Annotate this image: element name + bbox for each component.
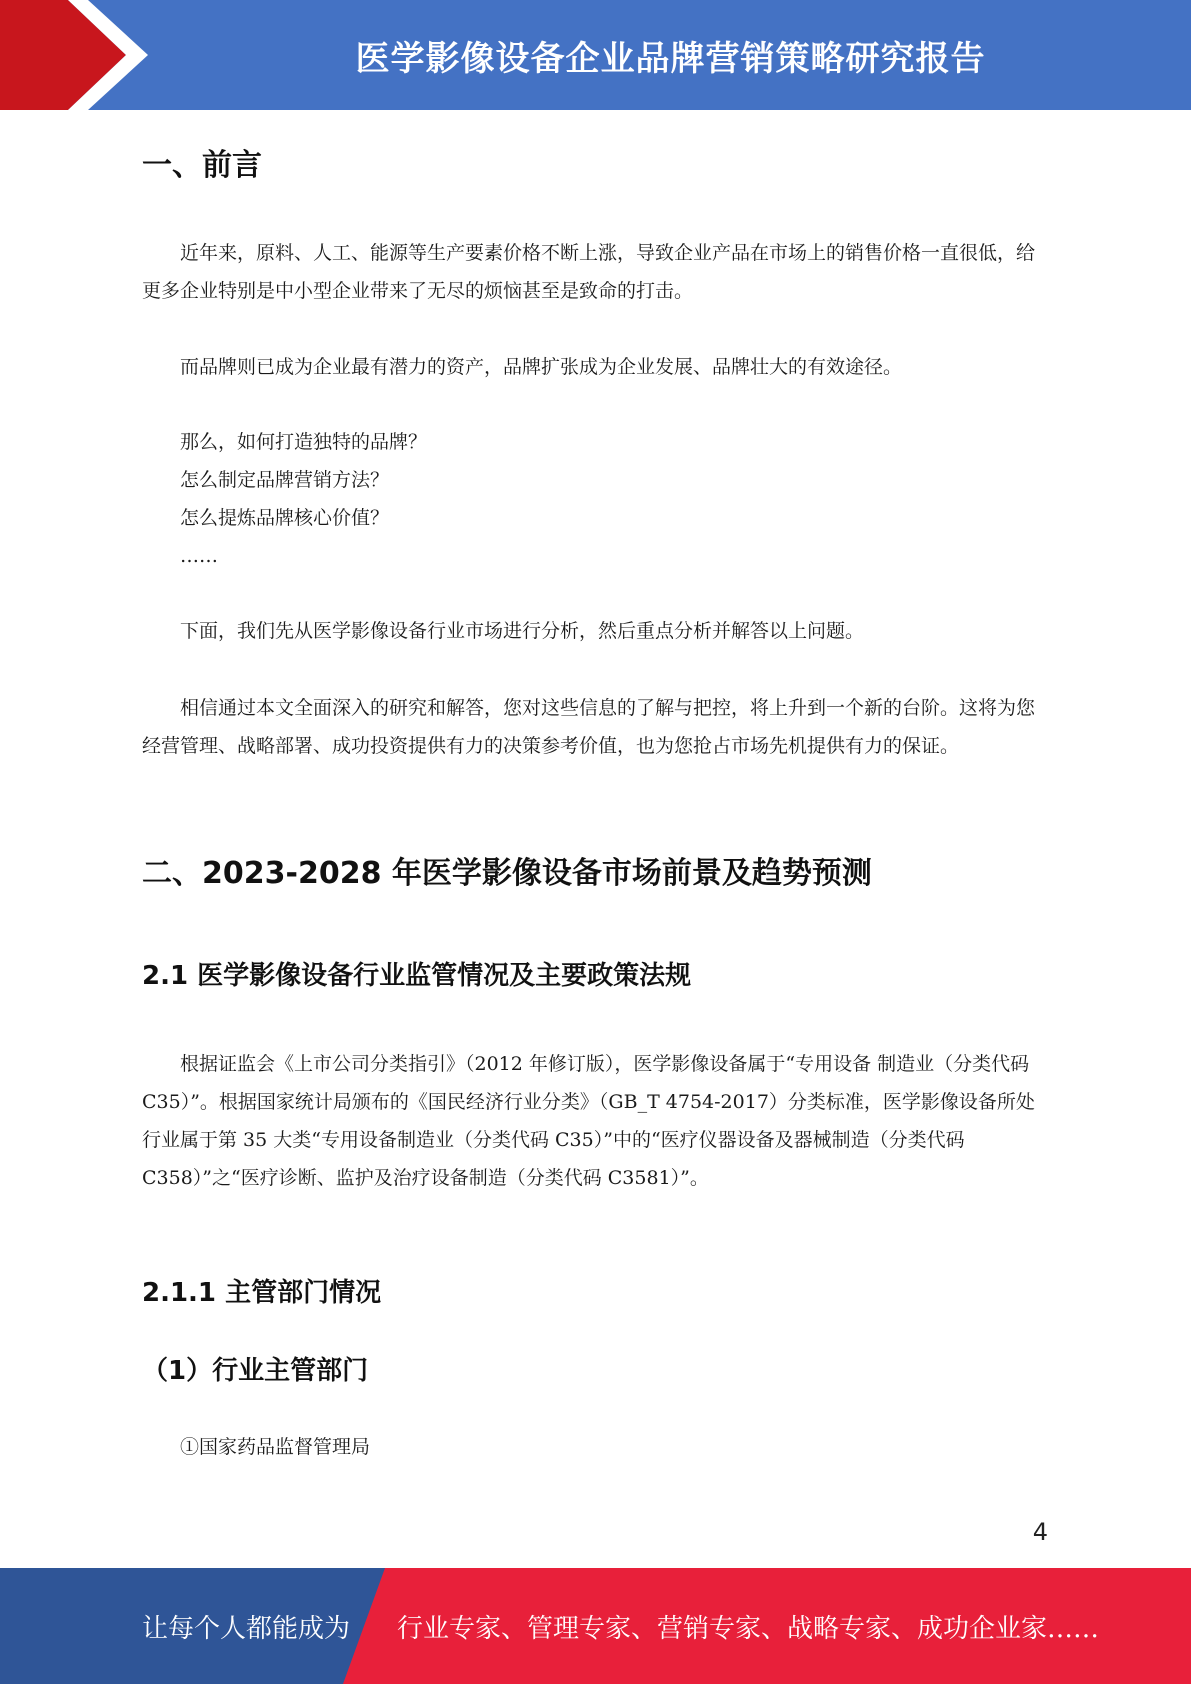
paragraph-text: 近年来，原料、人工、能源等生产要素价格不断上涨，导致企业产品在市场上的销售价格一直很低，给更多企业特别是中小型企业带来了无尽的烦恼甚至是致命的打击。 (142, 242, 1036, 302)
question-item: …… (180, 545, 218, 567)
footer-slogan-right: 行业专家、管理专家、营销专家、战略专家、成功企业家…… (397, 1613, 1100, 1644)
list-item: ①国家药品监督管理局 (180, 1436, 371, 1458)
paragraph-4 (142, 689, 1052, 765)
paragraph-text: 而品牌则已成为企业最有潜力的资产，品牌扩张成为企业发展、品牌壮大的有效途径。 (180, 356, 903, 378)
authority-item (142, 1428, 1052, 1466)
section-heading-market: 二、2023-2028 年医学影像设备市场前景及趋势预测 (142, 856, 872, 891)
question-item: 怎么提炼品牌核心价值？ (180, 507, 390, 529)
question-item: 那么，如何打造独特的品牌？ (180, 431, 428, 453)
footer-slogan-left: 让每个人都能成为 (142, 1613, 351, 1644)
question-list (142, 423, 1052, 575)
subsection-heading: （1）行业主管部门 (142, 1356, 369, 1386)
subsection-authorities (142, 1272, 1052, 1309)
paragraph-3 (142, 612, 1052, 650)
paragraph-text: 下面，我们先从医学影像设备行业市场进行分析，然后重点分析并解答以上问题。 (180, 620, 865, 642)
section-preface (142, 140, 1052, 184)
paragraph-1 (142, 234, 1052, 310)
question-item: 怎么制定品牌营销方法？ (180, 469, 390, 491)
section-heading-preface: 一、前言 (142, 148, 262, 183)
footer-banner (0, 1568, 1191, 1684)
paragraph-text: 相信通过本文全面深入的研究和解答，您对这些信息的了解与把控，将上升到一个新的台阶。这将为您经营管理、战略部署、成功投资提供有力的决策参考价值，也为您抢占市场先机提供有力的保证。 (142, 697, 1036, 757)
paragraph-regulation (142, 1045, 1052, 1197)
section-market-forecast (142, 848, 1052, 892)
document-title: 医学影像设备企业品牌营销策略研究报告 (355, 38, 986, 79)
subsection-heading: 2.1 医学影像设备行业监管情况及主要政策法规 (142, 961, 692, 991)
paragraph-text: 根据证监会《上市公司分类指引》（2012 年修订版），医学影像设备属于“专用设备 制造业（分类代码 C35）”。根据国家统计局颁布的《国民经济行业分类》（GB_T 4754-2017）分类标准，医学影像设备所处行业属于第 35 大类“专用设备制造业（分类代码 C35）”中的“医疗仪器设备及器械制造（分类代码 C358）”之“医疗诊断、监护及治疗设备制造（分类代码 C3581）”。 (142, 1053, 1035, 1189)
subsection-industry-authority (142, 1350, 1052, 1387)
subsection-regulation (142, 955, 1052, 992)
subsection-heading: 2.1.1 主管部门情况 (142, 1278, 382, 1308)
header-banner (0, 0, 1191, 110)
paragraph-2 (142, 348, 1052, 386)
page-number: 4 (1032, 1518, 1048, 1546)
